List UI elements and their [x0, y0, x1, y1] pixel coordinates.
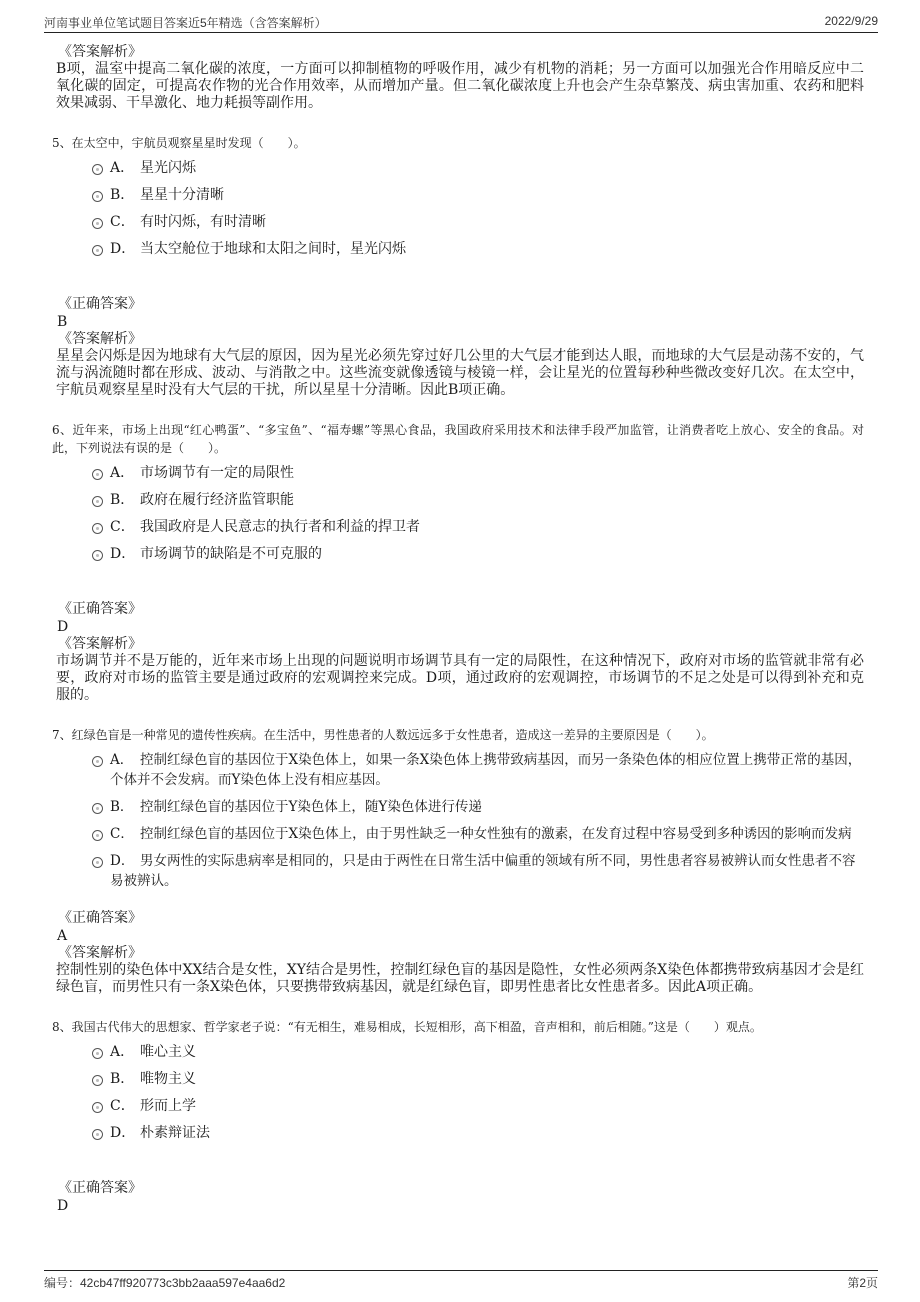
analysis-text: 控制性别的染色体中XX结合是女性，XY结合是男性，控制红绿色盲的基因是隐性，女性必须两条X染色体都携带致病基因才会是红绿色盲，而男性只有一条X染色体，只要携带致病基因，就是红绿色盲，即男性患者比女性患者多。因此A项正确。 [56, 962, 864, 995]
correct-answer: A [57, 928, 68, 944]
analysis-label: 《答案解析》 [58, 945, 142, 961]
options-list [92, 158, 864, 259]
question-5 [52, 134, 864, 399]
radio-icon[interactable] [92, 245, 103, 256]
radio-icon[interactable] [92, 550, 103, 561]
analysis-label: 《答案解析》 [58, 331, 142, 347]
question-text: 7、红绿色盲是一种常见的遗传性疾病。在生活中，男性患者的人数远远多于女性患者，造成这一差异的主要原因是（ ）。 [52, 728, 714, 742]
correct-answer: D [57, 1198, 69, 1214]
correct-answer: B [57, 314, 68, 330]
radio-icon[interactable] [92, 164, 103, 175]
option-a[interactable]: A． 星光闪烁 [92, 158, 864, 178]
question-6 [52, 421, 864, 704]
option-c[interactable]: C． 我国政府是人民意志的执行者和利益的捍卫者 [92, 517, 864, 537]
option-c[interactable]: C． 有时闪烁，有时清晰 [92, 212, 864, 232]
radio-icon[interactable] [92, 1075, 103, 1086]
radio-icon[interactable] [92, 756, 103, 767]
option-d[interactable]: D． 市场调节的缺陷是不可克服的 [92, 544, 864, 564]
document-title: 河南事业单位笔试题目答案近5年精选（含答案解析） [44, 16, 327, 30]
question-8 [52, 1018, 864, 1215]
analysis-text: B项，温室中提高二氧化碳的浓度，一方面可以抑制植物的呼吸作用，减少有机物的消耗；另一方面可以加强光合作用暗反应中二氧化碳的固定，可提高农作物的光合作用效率，从而增加产量。但二氧化碳浓度上升也会产生杂草繁茂、病虫害加重、农药和肥料效果减弱、干旱激化、地力耗损等副作用。 [56, 61, 864, 111]
options-list [92, 1042, 864, 1143]
page-header [44, 14, 878, 33]
document-code: 编号：42cb47ff920773c3bb2aaa597e4aa6d2 [44, 1276, 286, 1290]
correct-answer-label: 《正确答案》 [58, 296, 142, 312]
options-list [92, 750, 864, 891]
document-date: 2022/9/29 [824, 14, 878, 28]
analysis-label: 《答案解析》 [58, 636, 142, 652]
analysis-text: 星星会闪烁是因为地球有大气层的原因，因为星光必须先穿过好几公里的大气层才能到达人眼，而地球的大气层是动荡不安的，气流与涡流随时都在形成、波动、与消散之中。这些流变就像透镜与棱镜一样，会让星光的位置每秒种些微改变好几次。在太空中，宇航员观察星星时没有大气层的干扰，所以星星十分清晰。因此B项正确。 [56, 348, 864, 398]
options-list [92, 463, 864, 564]
radio-icon[interactable] [92, 469, 103, 480]
correct-answer-label: 《正确答案》 [58, 601, 142, 617]
radio-icon[interactable] [92, 218, 103, 229]
option-b[interactable]: B． 控制红绿色盲的基因位于Y染色体上，随Y染色体进行传递 [92, 797, 864, 817]
radio-icon[interactable] [92, 830, 103, 841]
analysis-text: 市场调节并不是万能的，近年来市场上出现的问题说明市场调节具有一定的局限性，在这种情况下，政府对市场的监管就非常有必要，政府对市场的监管主要是通过政府的宏观调控来完成。D项，通过政府的宏观调控，市场调节的不足之处是可以得到补充和克服的。 [56, 653, 864, 703]
question-text: 5、在太空中，宇航员观察星星时发现（ ）。 [52, 136, 306, 150]
radio-icon[interactable] [92, 523, 103, 534]
analysis-label: 《答案解析》 [58, 44, 142, 60]
option-a[interactable]: A． 市场调节有一定的局限性 [92, 463, 864, 483]
question-text: 6、近年来，市场上出现“红心鸭蛋”、“多宝鱼”、“福寿螺”等黑心食品，我国政府采用技术和法律手段严加监管，让消费者吃上放心、安全的食品。对此，下列说法有误的是（ ）。 [52, 423, 864, 455]
correct-answer: D [57, 619, 69, 635]
option-d[interactable]: D． 朴素辩证法 [92, 1123, 864, 1143]
page-content [52, 44, 864, 1215]
option-a[interactable]: A． 唯心主义 [92, 1042, 864, 1062]
option-d[interactable]: D． 男女两性的实际患病率是相同的，只是由于两性在日常生活中偏重的领域有所不同，男性患者容易被辨认而女性患者不容易被辨认。 [92, 851, 864, 891]
option-b[interactable]: B． 唯物主义 [92, 1069, 864, 1089]
radio-icon[interactable] [92, 1048, 103, 1059]
option-c[interactable]: C． 控制红绿色盲的基因位于X染色体上，由于男性缺乏一种女性独有的激素，在发育过程中容易受到多种诱因的影响而发病 [92, 824, 864, 844]
radio-icon[interactable] [92, 1129, 103, 1140]
page-number: 第2页 [847, 1276, 878, 1290]
radio-icon[interactable] [92, 857, 103, 868]
option-a[interactable]: A． 控制红绿色盲的基因位于X染色体上，如果一条X染色体上携带致病基因，而另一条染色体的相应位置上携带正常的基因，个体并不会发病。而Y染色体上没有相应基因。 [92, 750, 864, 790]
question-text: 8、我国古代伟大的思想家、哲学家老子说：“有无相生，难易相成，长短相形，高下相盈，音声相和，前后相随。”这是（ ）观点。 [52, 1020, 762, 1034]
option-c[interactable]: C． 形而上学 [92, 1096, 864, 1116]
option-b[interactable]: B． 星星十分清晰 [92, 185, 864, 205]
radio-icon[interactable] [92, 1102, 103, 1113]
option-d[interactable]: D． 当太空舱位于地球和太阳之间时，星光闪烁 [92, 239, 864, 259]
correct-answer-label: 《正确答案》 [58, 910, 142, 926]
correct-answer-label: 《正确答案》 [58, 1180, 142, 1196]
radio-icon[interactable] [92, 803, 103, 814]
page-footer [44, 1270, 878, 1289]
radio-icon[interactable] [92, 496, 103, 507]
option-b[interactable]: B． 政府在履行经济监管职能 [92, 490, 864, 510]
radio-icon[interactable] [92, 191, 103, 202]
question-7 [52, 726, 864, 996]
